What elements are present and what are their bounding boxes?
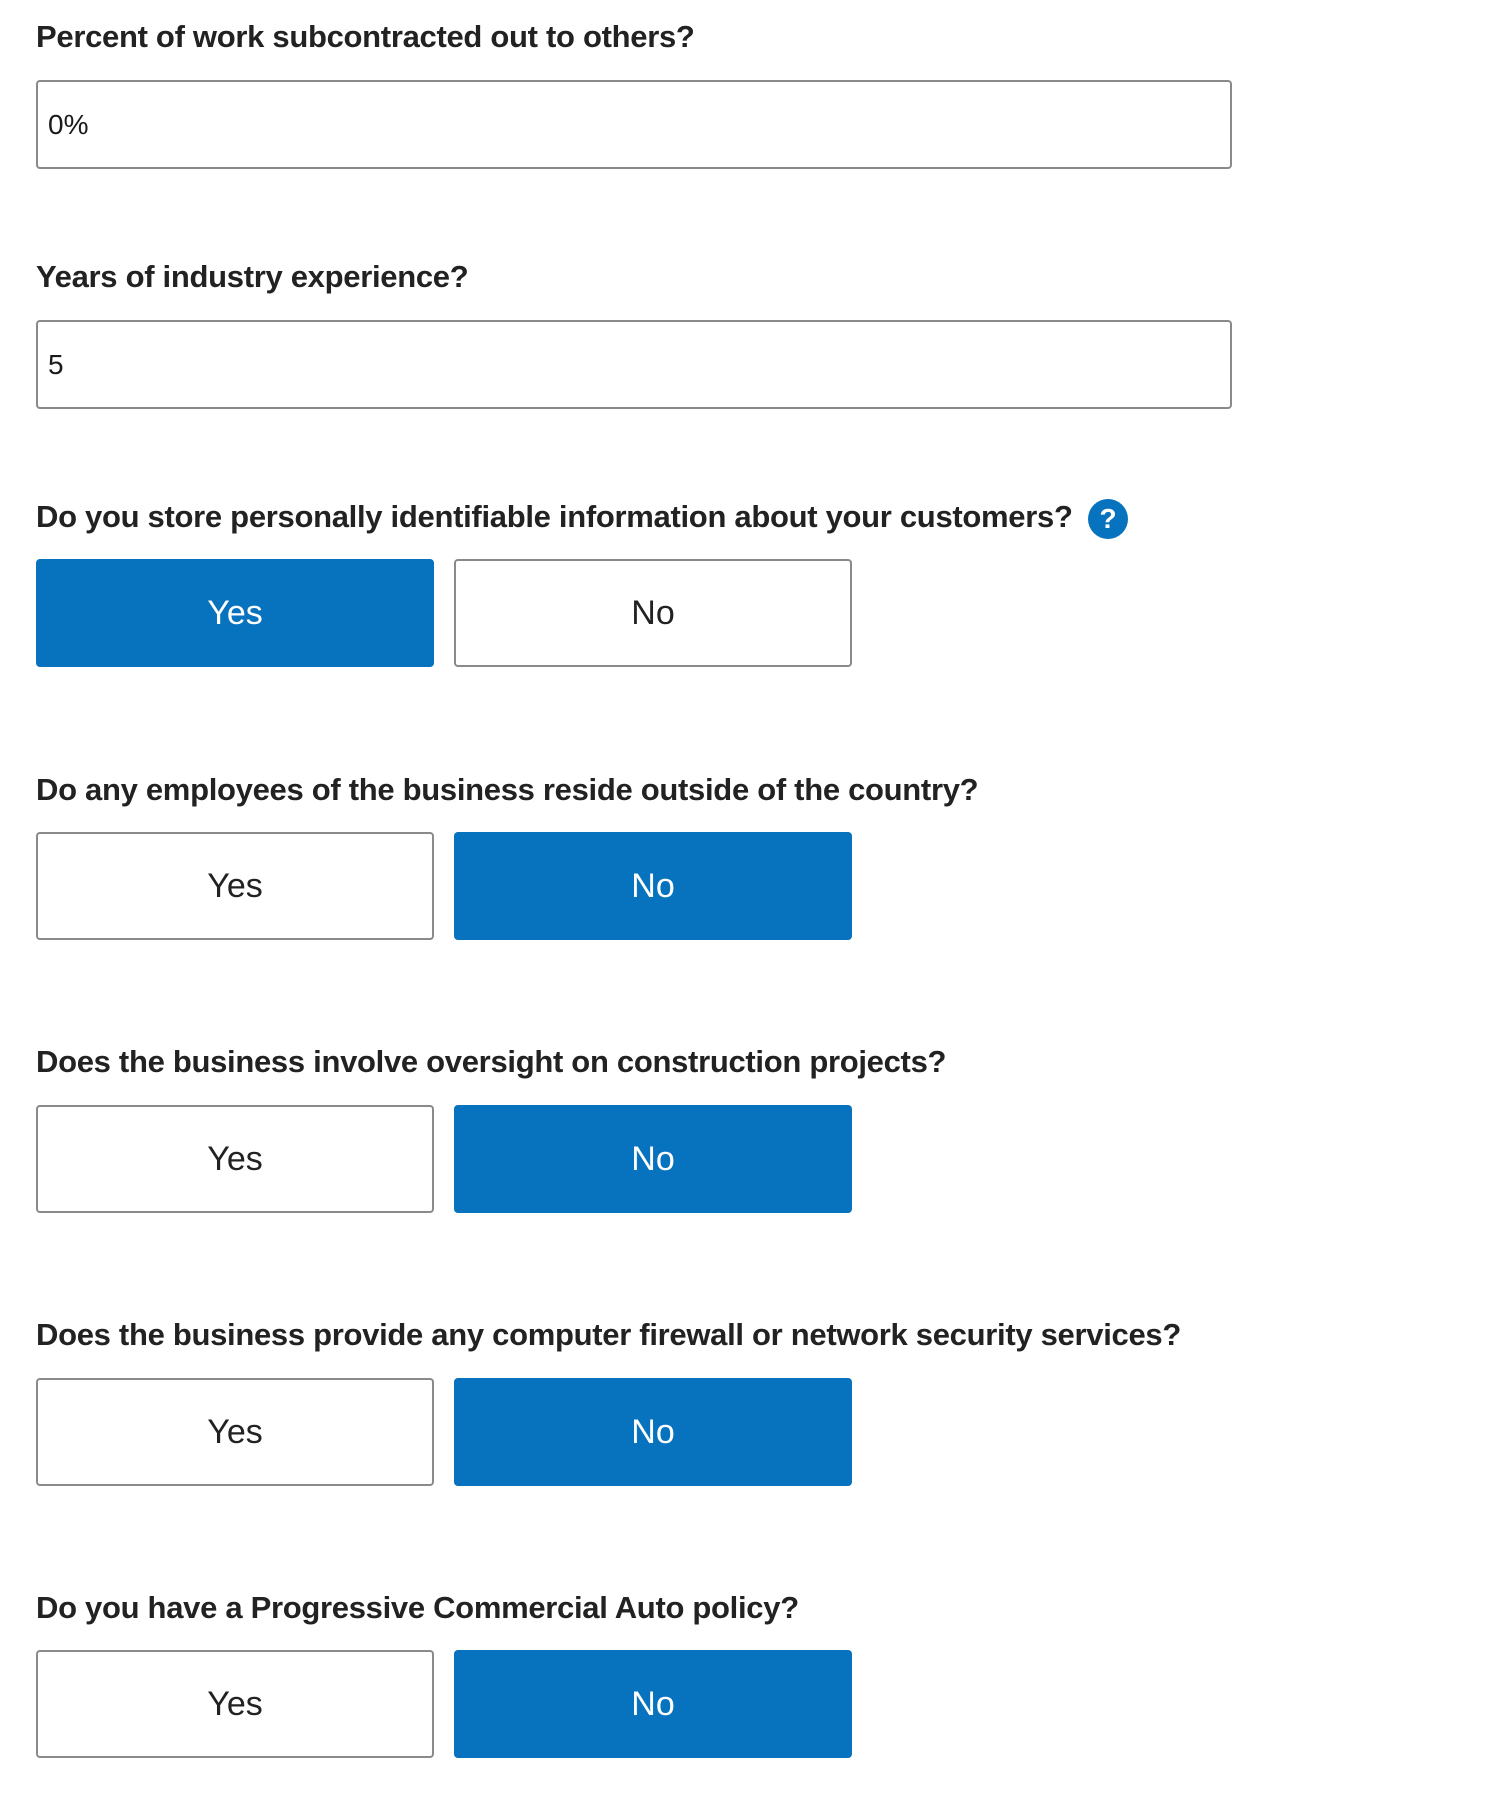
employees-abroad-yes-button[interactable]: Yes — [36, 832, 434, 940]
construction-no-button[interactable]: No — [454, 1105, 852, 1213]
experience-field — [36, 320, 1232, 409]
network-security-yes-button[interactable]: Yes — [36, 1378, 434, 1486]
construction-toggle-group — [36, 1105, 852, 1213]
question-mark-icon[interactable]: ? — [1088, 499, 1128, 539]
pii-no-button[interactable]: No — [454, 559, 852, 667]
experience-question-label: Years of industry experience? — [36, 259, 469, 294]
pii-yes-button[interactable]: Yes — [36, 559, 434, 667]
subcontracted-field — [36, 80, 1232, 169]
experience-input[interactable] — [38, 322, 1230, 407]
commercial-auto-no-button[interactable]: No — [454, 1650, 852, 1758]
employees-abroad-question-label: Do any employees of the business reside outside of the country? — [36, 772, 979, 807]
commercial-auto-yes-button[interactable]: Yes — [36, 1650, 434, 1758]
subcontracted-question-label: Percent of work subcontracted out to others? — [36, 19, 695, 54]
subcontracted-input[interactable] — [38, 82, 1230, 167]
commercial-auto-question-label: Do you have a Progressive Commercial Auto policy? — [36, 1590, 799, 1625]
pii-toggle-group — [36, 559, 852, 667]
construction-yes-button[interactable]: Yes — [36, 1105, 434, 1213]
construction-question-label: Does the business involve oversight on construction projects? — [36, 1044, 947, 1079]
employees-abroad-toggle-group — [36, 832, 852, 940]
network-security-no-button[interactable]: No — [454, 1378, 852, 1486]
commercial-auto-toggle-group — [36, 1650, 852, 1758]
pii-question-label: Do you store personally identifiable information about your customers? — [36, 499, 1073, 534]
employees-abroad-no-button[interactable]: No — [454, 832, 852, 940]
network-security-question-label: Does the business provide any computer firewall or network security services? — [36, 1317, 1181, 1352]
network-security-toggle-group — [36, 1378, 852, 1486]
